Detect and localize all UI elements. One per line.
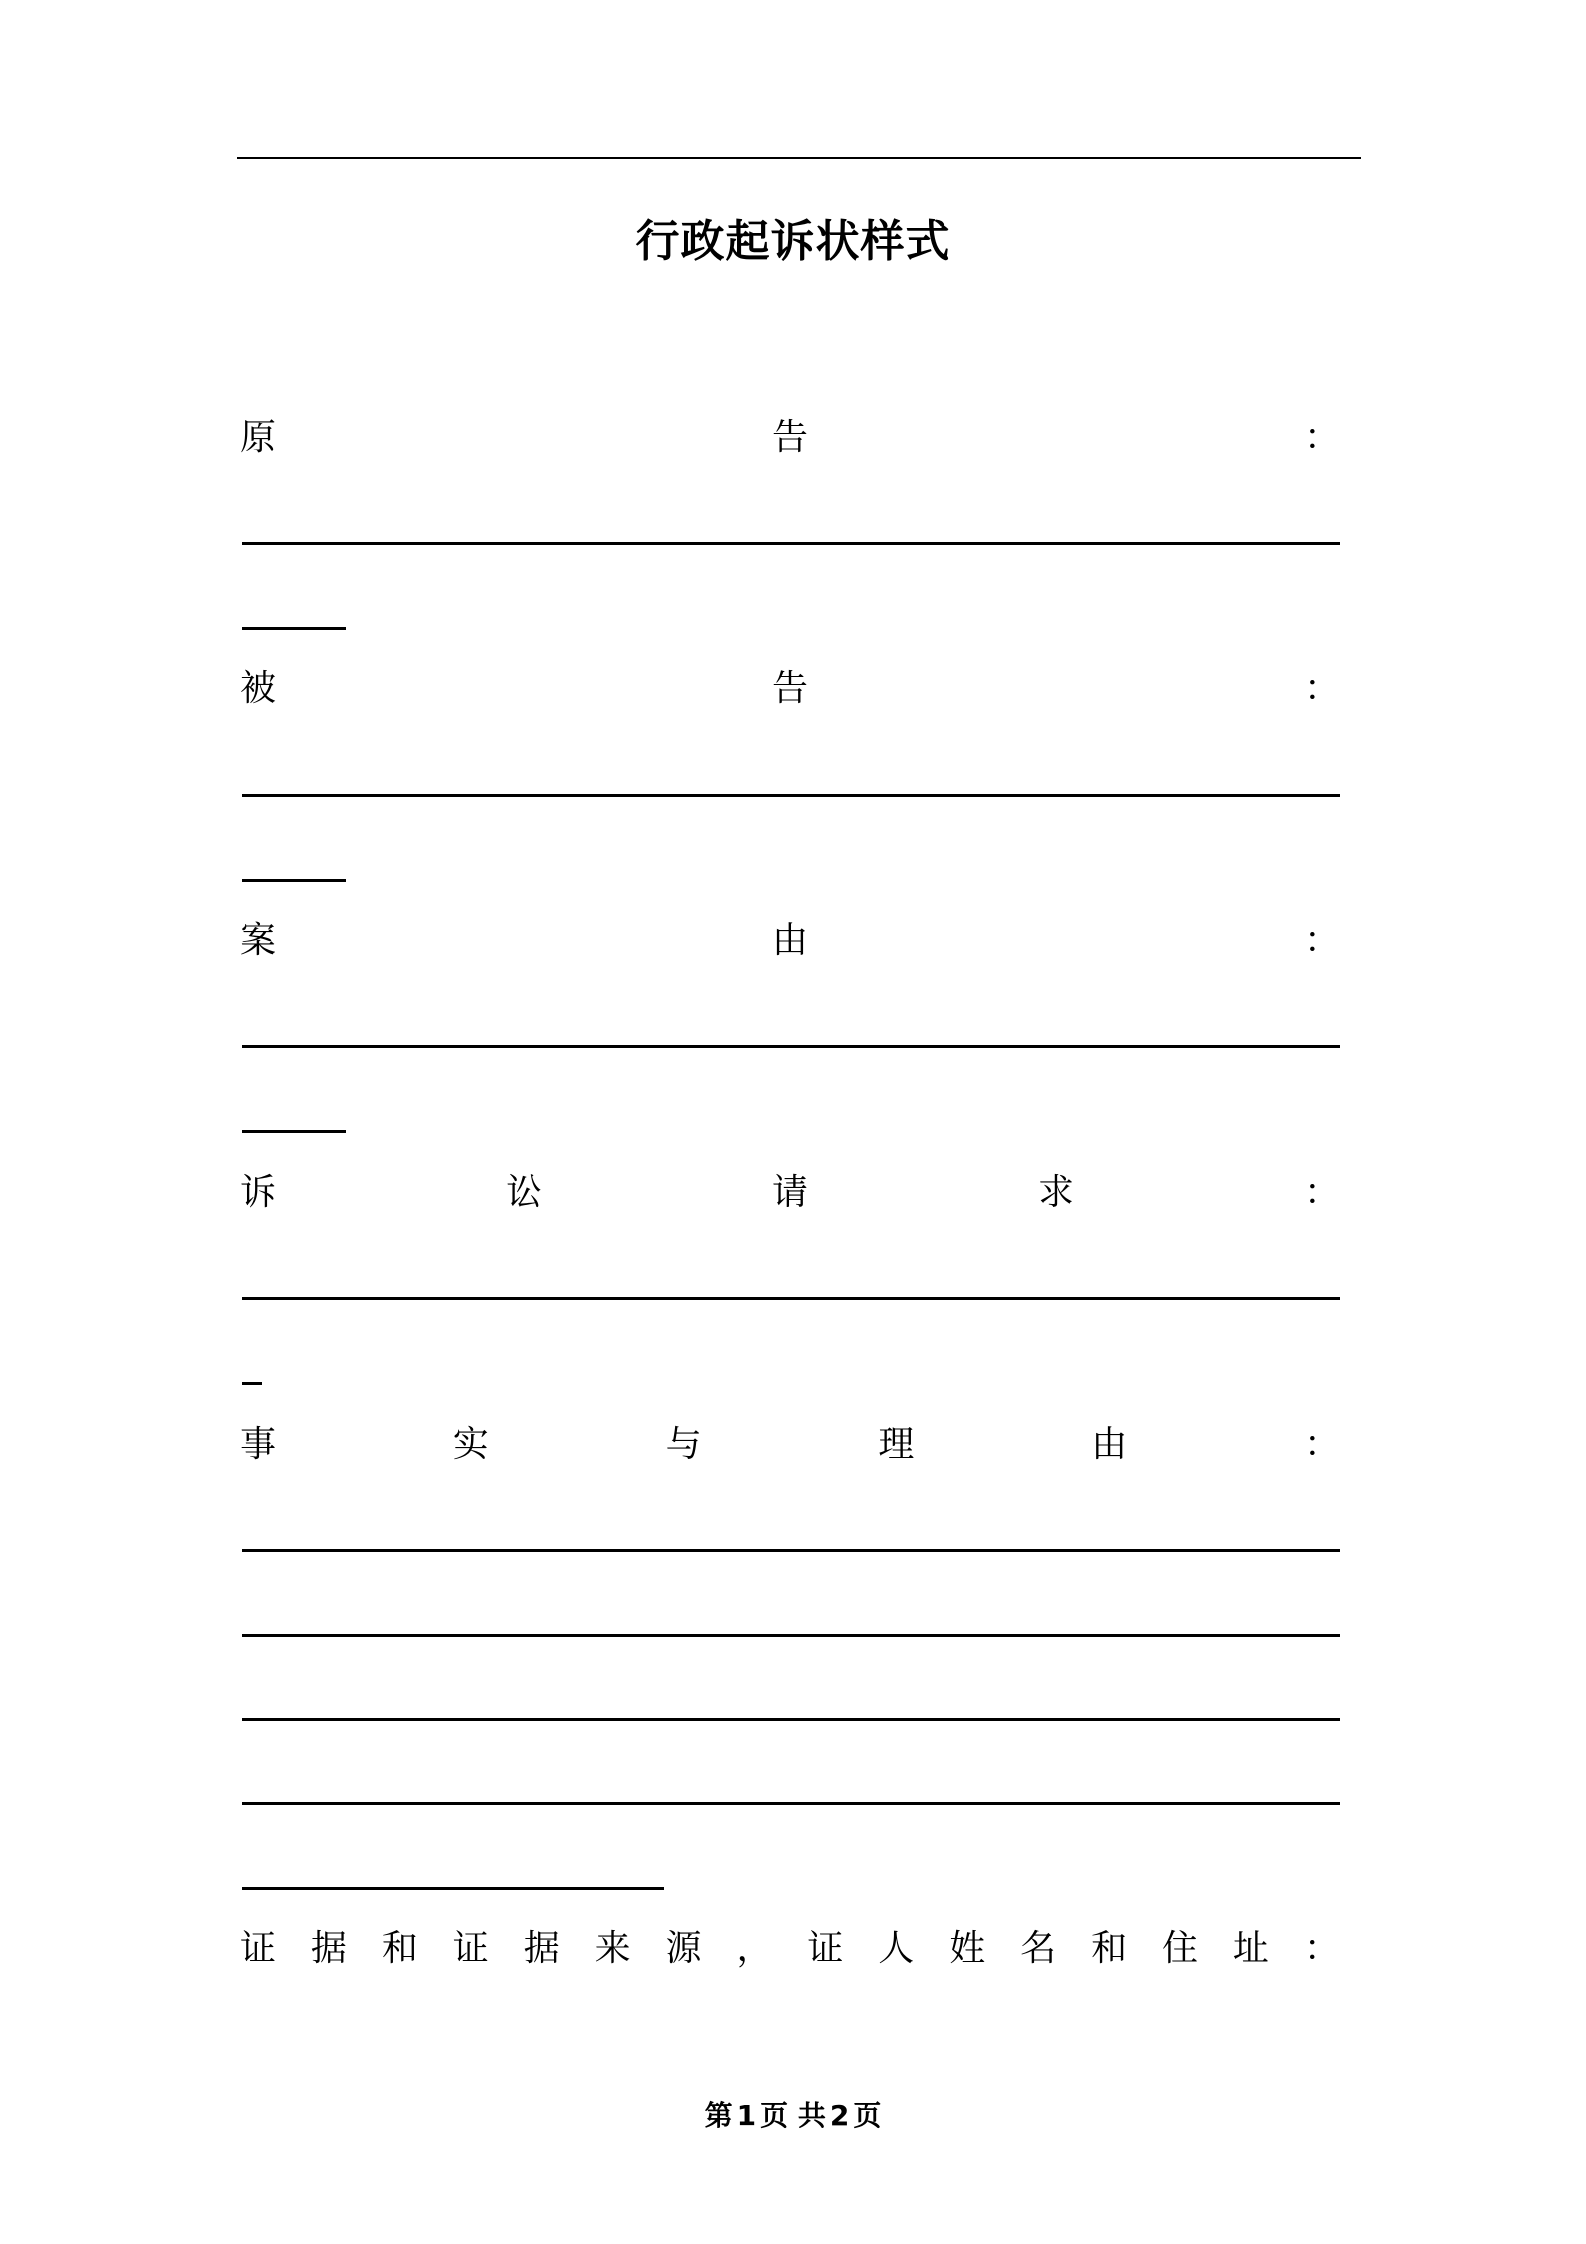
- evidence-char: 住: [1161, 1928, 1198, 1969]
- facts-blank-line[interactable]: [242, 1634, 1340, 1637]
- defendant-label: [240, 661, 1340, 717]
- cause-blank-line-end[interactable]: [242, 1130, 346, 1133]
- page-indicator-prefix: 第: [704, 2099, 733, 2132]
- evidence-char: 证: [240, 1928, 277, 1969]
- defendant-blank-line-end[interactable]: [242, 879, 346, 882]
- facts-char: 与: [665, 1424, 702, 1465]
- evidence-char: 据: [310, 1928, 347, 1969]
- page-indicator-middle: 页 共: [760, 2099, 826, 2132]
- evidence-char: 据: [523, 1928, 560, 1969]
- evidence-char: 名: [1020, 1928, 1057, 1969]
- plaintiff-char: ：: [1303, 417, 1340, 458]
- defendant-char: ：: [1303, 668, 1340, 709]
- facts-char: 事: [240, 1424, 277, 1465]
- claims-char: 诉: [240, 1172, 277, 1213]
- facts-blank-line[interactable]: [242, 1549, 1340, 1552]
- evidence-char: 来: [594, 1928, 631, 1969]
- facts-char: 实: [452, 1424, 489, 1465]
- claims-label: [240, 1165, 1340, 1221]
- cause-blank-line[interactable]: [242, 1045, 1340, 1048]
- evidence-label: [240, 1921, 1340, 1977]
- plaintiff-char: 原: [240, 417, 277, 458]
- evidence-char: ：: [1303, 1928, 1340, 1969]
- plaintiff-blank-line-end[interactable]: [242, 627, 346, 630]
- document-title: 行政起诉状样式: [635, 216, 951, 267]
- evidence-char: 证: [807, 1928, 844, 1969]
- plaintiff-char: 告: [771, 417, 808, 458]
- page-total: 2: [829, 2099, 850, 2132]
- evidence-char: 址: [1232, 1928, 1269, 1969]
- defendant-char: 被: [240, 668, 277, 709]
- defendant-blank-line[interactable]: [242, 794, 1340, 797]
- facts-char: 理: [878, 1424, 915, 1465]
- plaintiff-blank-line[interactable]: [242, 542, 1340, 545]
- cause-char: 案: [240, 920, 277, 961]
- facts-blank-line[interactable]: [242, 1718, 1340, 1721]
- cause-char: ：: [1303, 920, 1340, 961]
- cause-label: [240, 913, 1340, 969]
- claims-blank-line-end[interactable]: [242, 1382, 262, 1385]
- evidence-char: 证: [452, 1928, 489, 1969]
- defendant-char: 告: [771, 668, 808, 709]
- facts-char: 由: [1091, 1424, 1128, 1465]
- facts-char: ：: [1303, 1424, 1340, 1465]
- claims-char: 讼: [505, 1172, 542, 1213]
- facts-blank-line[interactable]: [242, 1802, 1340, 1805]
- evidence-char: 人: [878, 1928, 915, 1969]
- claims-blank-line[interactable]: [242, 1297, 1340, 1300]
- page-indicator-suffix: 页: [853, 2099, 882, 2132]
- plaintiff-label: [240, 410, 1340, 466]
- header-rule: [237, 157, 1361, 159]
- evidence-char: 和: [381, 1928, 418, 1969]
- evidence-char: 姓: [949, 1928, 986, 1969]
- facts-blank-line-end[interactable]: [242, 1887, 664, 1890]
- claims-char: 请: [771, 1172, 808, 1213]
- evidence-char: 和: [1091, 1928, 1128, 1969]
- cause-char: 由: [771, 920, 808, 961]
- evidence-char: ，: [736, 1928, 773, 1969]
- facts-label: [240, 1417, 1340, 1473]
- evidence-char: 源: [665, 1928, 702, 1969]
- claims-char: ：: [1303, 1172, 1340, 1213]
- page-indicator: [0, 2096, 1586, 2136]
- claims-char: 求: [1037, 1172, 1074, 1213]
- page-number: 1: [736, 2099, 757, 2132]
